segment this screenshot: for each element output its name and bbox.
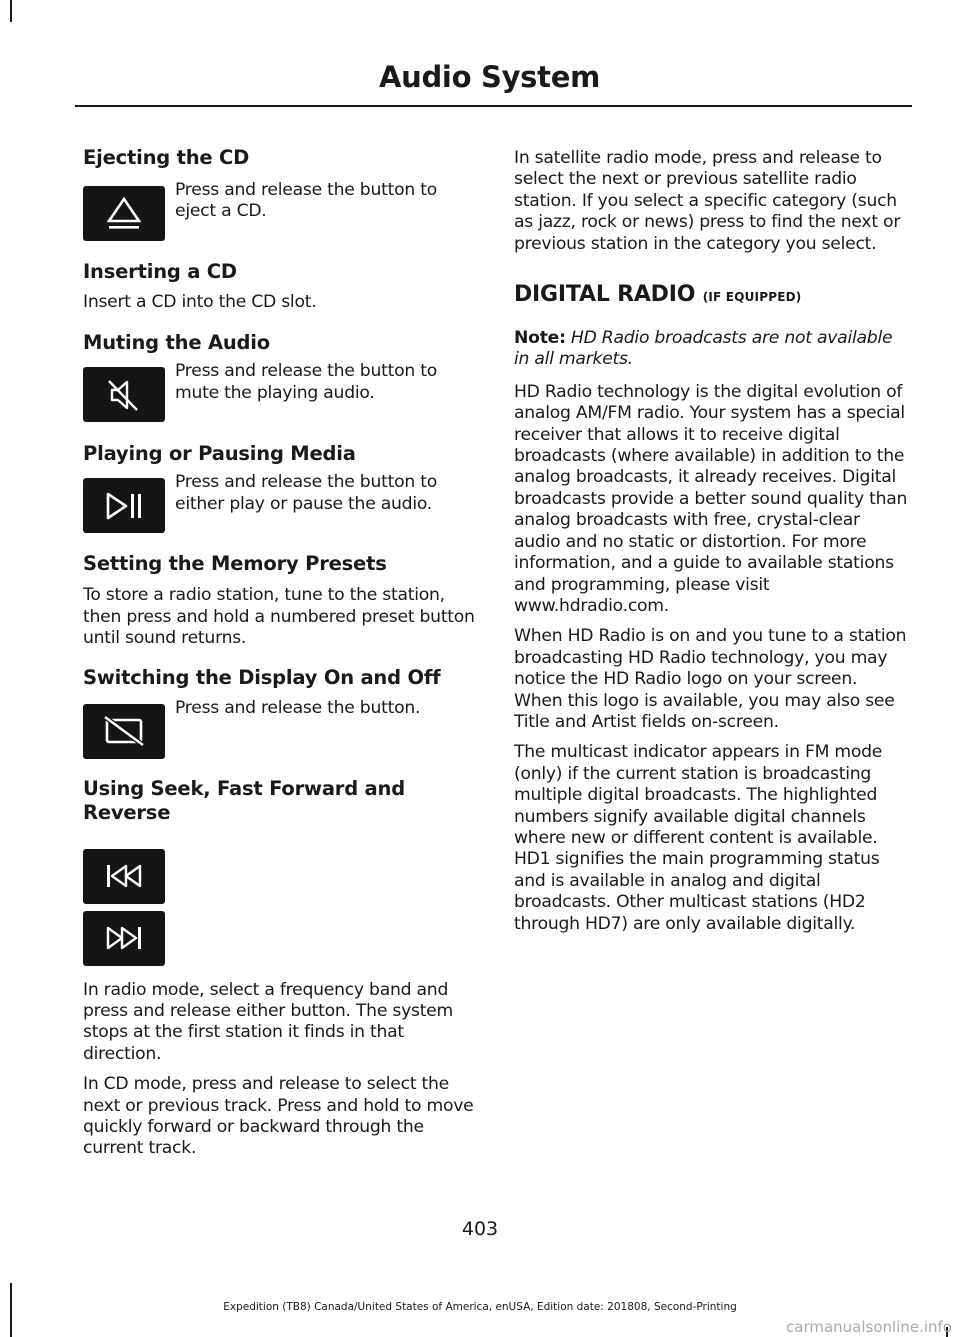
display-off-icon (83, 704, 165, 759)
page-number: 403 (461, 1218, 499, 1240)
section-title-digital-radio (514, 281, 910, 311)
play-row (83, 472, 475, 533)
eject-icon (83, 186, 165, 241)
left-column (83, 146, 475, 1160)
presets-text: To store a radio station, tune to the station, then press and hold a numbered preset button until sound returns. (83, 585, 475, 649)
page-header-title: Audio System (378, 60, 600, 94)
right-column (514, 148, 910, 935)
heading-inserting-cd: Inserting a CD (83, 260, 237, 283)
seek-icons (83, 849, 475, 966)
display-text: Press and release the button. (175, 697, 421, 718)
play-pause-icon (83, 478, 165, 533)
seek-text-radio: In radio mode, select a frequency band and press and release either button. The system stops at the first station it finds in that direction. (83, 979, 454, 1064)
heading-memory-presets: Setting the Memory Presets (83, 552, 387, 576)
section-title-suffix: (IF EQUIPPED) (702, 290, 802, 305)
footer-edition-info: Expedition (TB8) Canada/United States of America, enUSA, Edition date: 201808, Second-Printing (223, 1301, 737, 1313)
insert-text: Insert a CD into the CD slot. (83, 292, 317, 312)
note-label: Note: (514, 328, 566, 349)
heading-playing-pausing: Playing or Pausing Media (83, 442, 356, 466)
crop-mark-top-left (10, 0, 12, 22)
mute-row (83, 361, 475, 422)
mute-text: Press and release the button to mute the playing audio. (175, 361, 437, 403)
mute-icon (83, 367, 165, 422)
satellite-intro-text: In satellite radio mode, press and release to select the next or previous satellite radio station. If you select a specific category (such as jazz, rock or news) press to find the next or previous station in the category you select. (514, 148, 901, 254)
hd-radio-paragraph-1: HD Radio technology is the digital evolution of analog AM/FM radio. Your system has a special receiver that allows it to receive digital broadcasts (where available) in addition to the analog broadcasts, it already receives. Digital broadcasts provide a better sound quality than analog broadcasts with free, crystal-clear audio and no static or distortion. For more information, and a guide to available stations and programming, please visit www.hdradio.com. (514, 381, 908, 616)
eject-row (83, 180, 475, 241)
hd-radio-paragraph-2: When HD Radio is on and you tune to a station broadcasting HD Radio technology, you may notice the HD Radio logo on your screen. When this logo is available, you may also see Title and Artist fields on-screen. (514, 626, 907, 732)
seek-back-icon (83, 849, 165, 904)
heading-ejecting-cd: Ejecting the CD (83, 146, 250, 169)
seek-text-cd: In CD mode, press and release to select the next or previous track. Press and hold to move quickly forward or backward through the current track. (83, 1074, 474, 1159)
display-row (83, 697, 475, 759)
note-text: HD Radio broadcasts are not available in all markets. (514, 328, 893, 370)
heading-display-on-off: Switching the Display On and Off (83, 665, 441, 689)
eject-text: Press and release the button to eject a CD. (175, 180, 437, 222)
header-divider (75, 105, 912, 107)
play-text: Press and release the button to either play or pause the audio. (175, 472, 437, 514)
heading-seek: Using Seek, Fast Forward and Reverse (83, 776, 405, 824)
note-paragraph (514, 328, 910, 371)
section-title-text: DIGITAL RADIO (514, 282, 696, 308)
seek-forward-icon (83, 911, 165, 966)
hd-radio-paragraph-3: The multicast indicator appears in FM mode (only) if the current station is broadcasting multiple digital broadcasts. The highlighted numbers signify available digital channels where new or different content is available. HD1 signifies the main programming status and is available in analog and digital broadcasts. Other multicast stations (HD2 through HD7) are only available digitally. (514, 742, 883, 934)
heading-muting-audio: Muting the Audio (83, 331, 270, 355)
watermark: carmanualsonline.info (786, 1318, 952, 1336)
